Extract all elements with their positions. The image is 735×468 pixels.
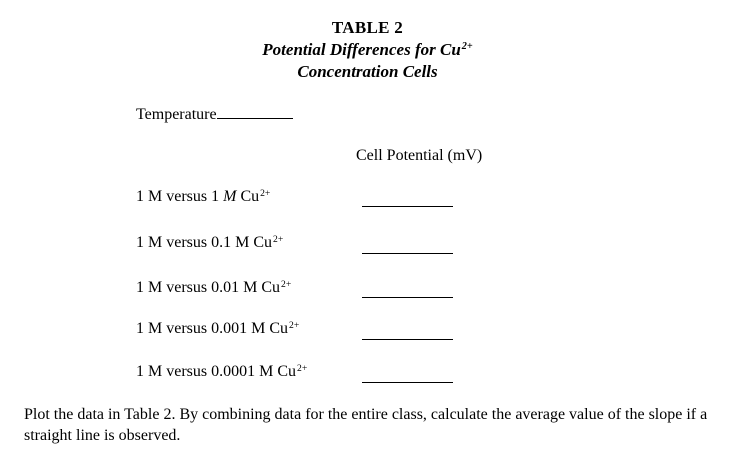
row-3-answer-blank[interactable] <box>362 297 453 298</box>
row-1-ion: Cu <box>236 188 260 205</box>
row-1-answer-blank[interactable] <box>362 206 453 207</box>
row-4-answer-blank[interactable] <box>362 339 453 340</box>
row-1-charge: 2+ <box>260 187 271 199</box>
temperature-blank[interactable] <box>217 104 293 119</box>
row-2-charge: 2+ <box>273 233 284 245</box>
table-title-line2: Concentration Cells <box>297 62 438 81</box>
row-label-2 <box>136 234 283 252</box>
row-2-answer-blank[interactable] <box>362 253 453 254</box>
temperature-field <box>136 104 293 124</box>
table-number: TABLE 2 <box>331 18 404 37</box>
table-title-line1 <box>0 40 735 60</box>
table-title-text: Potential Differences for Cu <box>262 40 461 59</box>
row-label-3 <box>136 279 291 297</box>
row-5-charge: 2+ <box>297 362 308 374</box>
row-3-charge: 2+ <box>281 278 292 290</box>
cell-potential-header: Cell Potential (mV) <box>356 147 483 164</box>
row-5-answer-blank[interactable] <box>362 382 453 383</box>
row-label-1 <box>136 188 270 206</box>
row-4-charge: 2+ <box>289 319 300 331</box>
row-3-prefix: 1 M versus 0.01 M Cu <box>136 279 281 296</box>
charge-superscript: 2+ <box>461 41 473 53</box>
row-2-prefix: 1 M versus 0.1 M Cu <box>136 234 273 251</box>
row-1-molar-unit: M <box>223 188 237 205</box>
row-5-prefix: 1 M versus 0.0001 M Cu <box>136 363 297 380</box>
row-label-4 <box>136 320 299 338</box>
row-label-5 <box>136 363 307 381</box>
instructions-paragraph: Plot the data in Table 2. By combining data for the entire class, calculate the average value of the slope if a straight line is observed. <box>24 406 708 444</box>
temperature-label: Temperature <box>136 106 217 123</box>
row-1-prefix: 1 M versus 1 <box>136 188 224 205</box>
row-4-prefix: 1 M versus 0.001 M Cu <box>136 320 289 337</box>
